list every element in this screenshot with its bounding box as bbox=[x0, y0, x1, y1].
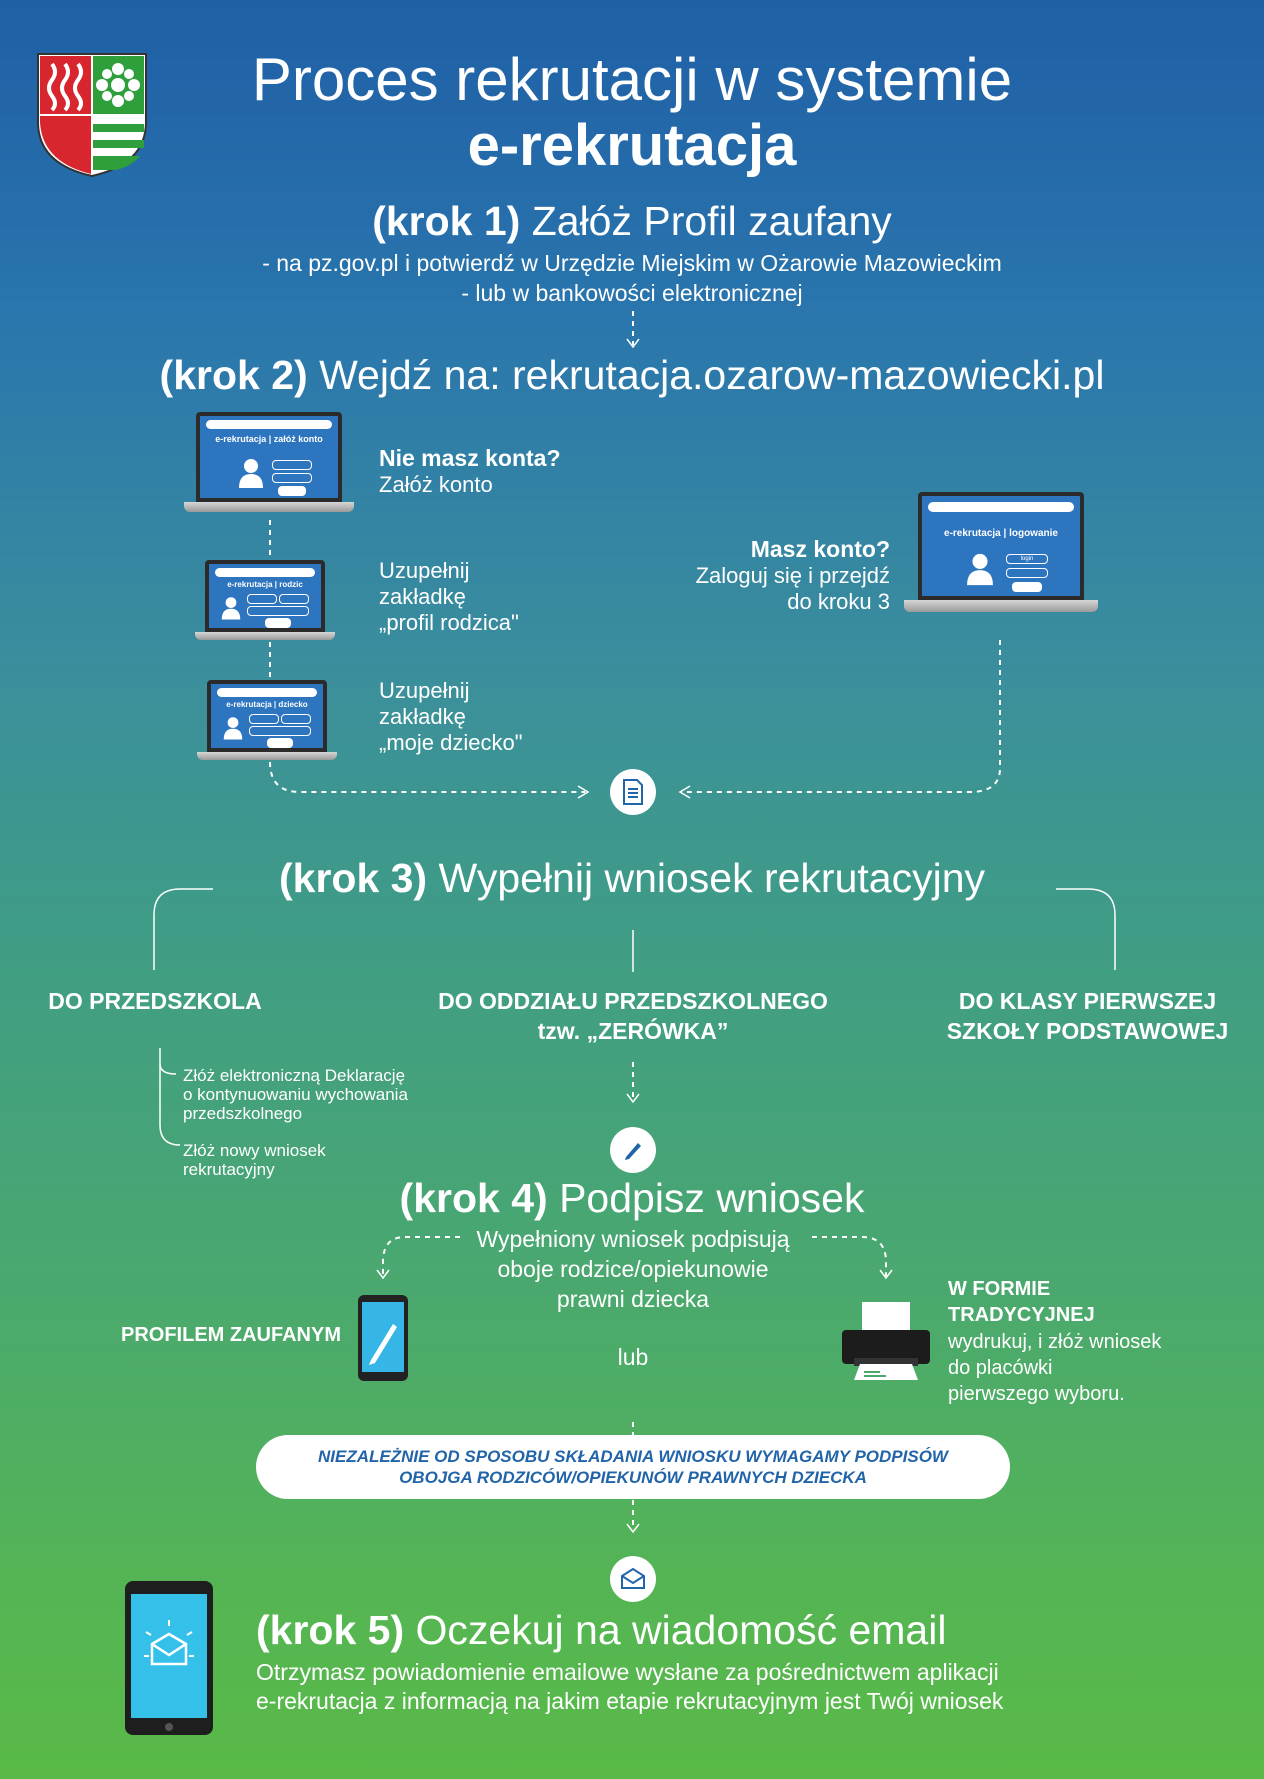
signature-notice-line2: OBOJGA RODZICÓW/OPIEKUNÓW PRAWNYCH DZIECKA bbox=[399, 1468, 867, 1487]
laptop-base bbox=[184, 502, 354, 512]
user-icon bbox=[223, 716, 243, 740]
document-icon bbox=[610, 769, 656, 815]
tablet-mail-icon bbox=[124, 1580, 214, 1736]
page-title-line1: Proces rekrutacji w systemie bbox=[251, 46, 1013, 113]
sign-note-line2: oboje rodzice/opiekunowie bbox=[497, 1256, 769, 1282]
traditional-title-line1: W FORMIE bbox=[948, 1278, 1051, 1300]
mail-icon bbox=[610, 1556, 656, 1602]
printer-icon bbox=[840, 1300, 932, 1382]
step1-label: (krok 1) bbox=[372, 198, 521, 244]
laptop-child-screen bbox=[207, 680, 327, 752]
user-icon bbox=[966, 552, 994, 586]
step4-label: (krok 4) bbox=[399, 1175, 548, 1221]
step3-label: (krok 3) bbox=[278, 855, 428, 901]
step1-line1: - na pz.gov.pl i potwierdź w Urzędzie Miejskim w Ożarowie Mazowieckim bbox=[262, 250, 1002, 276]
screen-field bbox=[247, 606, 309, 616]
option-new-application-line2: rekrutacyjny bbox=[183, 1160, 275, 1179]
category-preschool: DO PRZEDSZKOLA bbox=[48, 988, 262, 1014]
screen-create-title: e-rekrutacja | załóż konto bbox=[215, 434, 323, 444]
category-zerowka-line2: tzw. „ZERÓWKA” bbox=[537, 1018, 729, 1044]
traditional-line1: wydrukuj, i złóż wniosek bbox=[948, 1331, 1162, 1353]
laptop-base bbox=[197, 752, 337, 760]
or-text: lub bbox=[617, 1344, 649, 1370]
traditional-line2: do placówki bbox=[948, 1357, 1053, 1379]
no-account-title: Nie masz konta? bbox=[379, 445, 561, 471]
screen-field bbox=[249, 726, 311, 736]
screen-login-title: e-rekrutacja | logowanie bbox=[944, 528, 1058, 539]
laptop-base bbox=[195, 632, 335, 640]
step5-line2: e-rekrutacja z informacją na jakim etapie rekrutacyjnym jest Twój wniosek bbox=[256, 1688, 1004, 1714]
screen-field bbox=[247, 594, 277, 604]
traditional-title-line2: TRADYCYJNEJ bbox=[948, 1304, 1095, 1326]
laptop-base bbox=[904, 600, 1098, 612]
screen-parent-title: e-rekrutacja | rodzic bbox=[227, 580, 303, 589]
screen-field bbox=[279, 594, 309, 604]
signature-notice-line1: NIEZALEŻNIE OD SPOSOBU SKŁADANIA WNIOSKU WYMAGAMY PODPISÓW bbox=[318, 1447, 948, 1466]
step2-heading bbox=[0, 352, 1264, 399]
screen-button bbox=[1012, 582, 1042, 592]
screen-button bbox=[265, 618, 291, 628]
laptop-login-screen bbox=[918, 492, 1084, 600]
option-declaration-line2: o kontynuowaniu wychowania bbox=[183, 1085, 408, 1104]
no-account-text: Załóż konto bbox=[379, 472, 493, 497]
screen-field bbox=[272, 460, 312, 470]
pen-icon bbox=[610, 1127, 656, 1173]
has-account-title: Masz konto? bbox=[750, 536, 890, 562]
fill-child-line3: „moje dziecko" bbox=[379, 730, 523, 755]
sign-note-line3: prawni dziecka bbox=[556, 1286, 710, 1312]
signature-notice bbox=[256, 1435, 1010, 1499]
option-declaration-line3: przedszkolnego bbox=[183, 1104, 303, 1123]
step2-label: (krok 2) bbox=[159, 352, 308, 398]
user-icon bbox=[221, 596, 241, 620]
category-first-grade-line1: DO KLASY PIERWSZEJ bbox=[958, 988, 1217, 1014]
screen-child-title: e-rekrutacja | dziecko bbox=[226, 700, 308, 709]
screen-field bbox=[272, 473, 312, 483]
laptop-create-screen bbox=[196, 412, 342, 502]
screen-field bbox=[281, 714, 311, 724]
screen-button bbox=[278, 486, 306, 496]
screen-button bbox=[267, 738, 293, 748]
browser-address-bar bbox=[928, 502, 1074, 512]
step3-heading bbox=[0, 855, 1264, 902]
browser-address-bar bbox=[206, 420, 332, 429]
laptop-parent-screen bbox=[205, 560, 325, 632]
step1-text: Załóż Profil zaufany bbox=[531, 198, 892, 244]
step5-label: (krok 5) bbox=[256, 1607, 405, 1653]
user-icon bbox=[238, 458, 264, 488]
has-account-line1: Zaloguj się i przejdź bbox=[695, 563, 890, 588]
step2-text: Wejdź na: rekrutacja.ozarow-mazowiecki.pl bbox=[319, 352, 1105, 398]
option-declaration-line1: Złóż elektroniczną Deklarację bbox=[183, 1066, 406, 1085]
option-new-application-line1: Złóż nowy wniosek bbox=[183, 1141, 326, 1160]
step3-text: Wypełnij wniosek rekrutacyjny bbox=[438, 855, 985, 901]
fill-child-line2: zakładkę bbox=[379, 704, 466, 729]
fill-parent-line3: „profil rodzica" bbox=[379, 610, 519, 635]
browser-address-bar bbox=[215, 568, 315, 577]
step5-text: Oczekuj na wiadomość email bbox=[415, 1607, 947, 1653]
option-trusted-profile: PROFILEM ZAUFANYM bbox=[121, 1324, 341, 1346]
phone-pen-icon bbox=[357, 1294, 409, 1382]
step5-heading bbox=[256, 1607, 946, 1654]
screen-field bbox=[1006, 568, 1048, 578]
category-zerowka-line1: DO ODDZIAŁU PRZEDSZKOLNEGO bbox=[438, 988, 828, 1014]
screen-field bbox=[249, 714, 279, 724]
step1-line2: - lub w bankowości elektronicznej bbox=[461, 280, 803, 306]
browser-address-bar bbox=[217, 688, 317, 697]
step4-heading bbox=[0, 1175, 1264, 1222]
screen-login-field: login bbox=[1006, 554, 1048, 564]
sign-note-line1: Wypełniony wniosek podpisują bbox=[476, 1226, 790, 1252]
has-account-line2: do kroku 3 bbox=[787, 589, 890, 614]
traditional-line3: pierwszego wyboru. bbox=[948, 1383, 1125, 1405]
fill-parent-line1: Uzupełnij bbox=[379, 558, 470, 583]
fill-parent-line2: zakładkę bbox=[379, 584, 466, 609]
page-title-line2: e-rekrutacja bbox=[467, 113, 797, 178]
category-first-grade-line2: SZKOŁY PODSTAWOWEJ bbox=[946, 1018, 1229, 1044]
step5-line1: Otrzymasz powiadomienie emailowe wysłane za pośrednictwem aplikacji bbox=[256, 1659, 999, 1685]
fill-child-line1: Uzupełnij bbox=[379, 678, 470, 703]
step4-text: Podpisz wniosek bbox=[559, 1175, 865, 1221]
